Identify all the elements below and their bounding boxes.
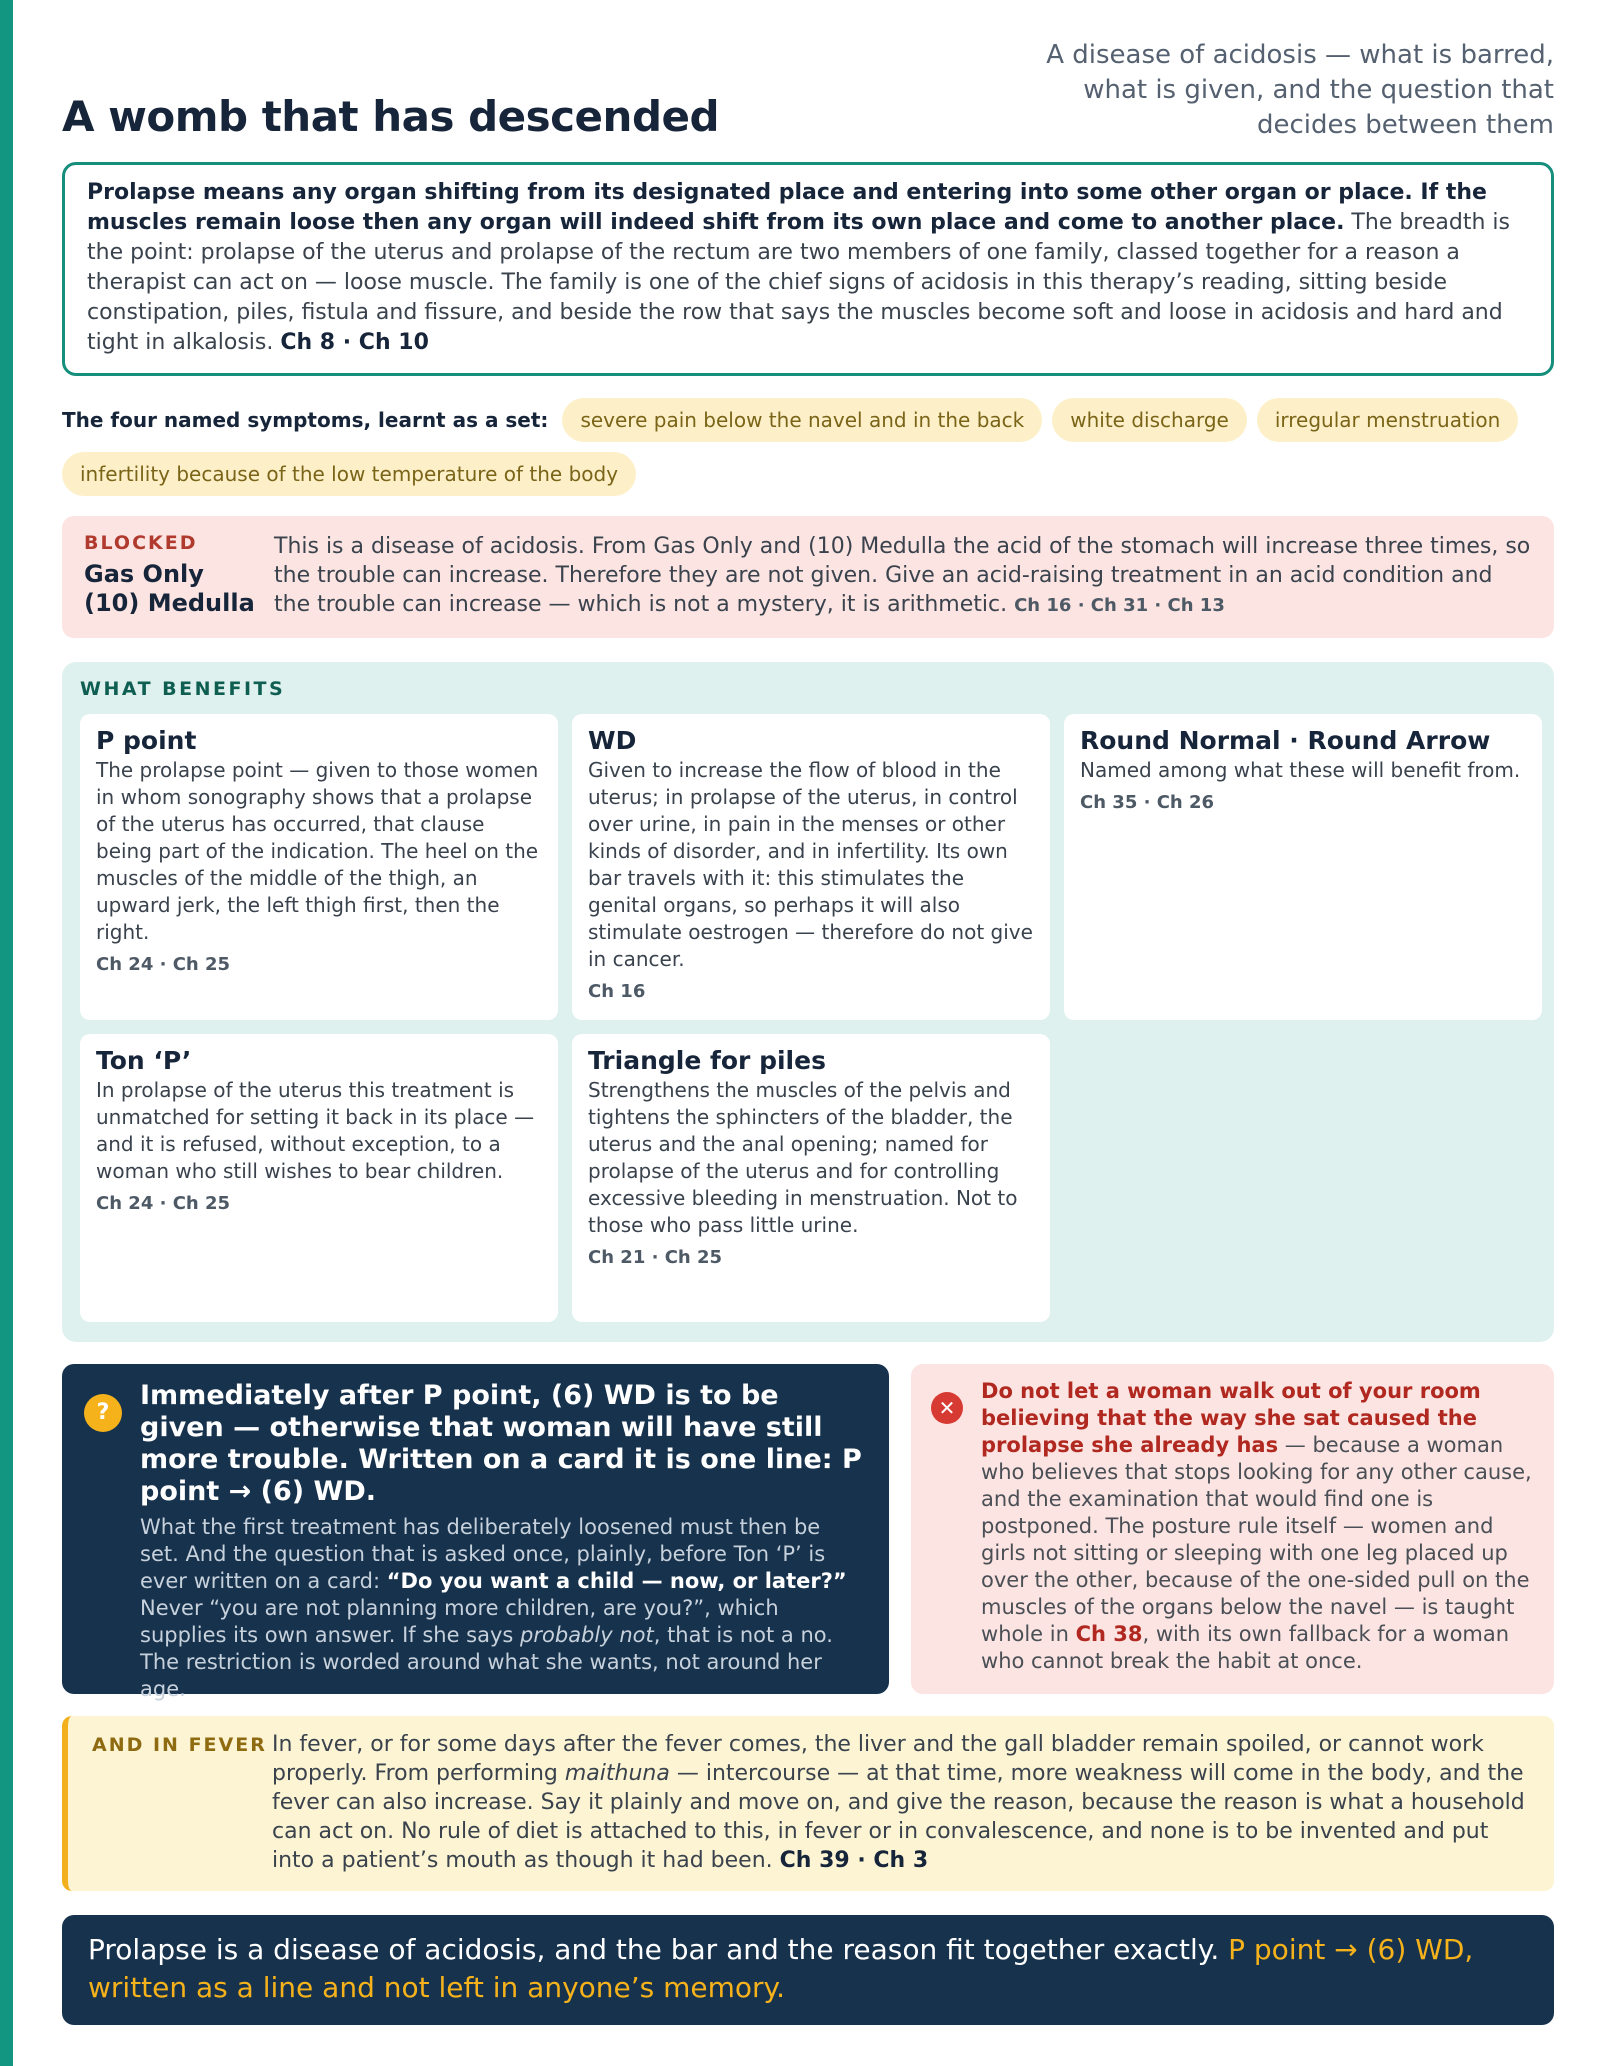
card-text: The prolapse point — given to those women in whom sonography shows that a prolapse of the uterus has occurred, that clause being part of the indication. The heel on the muscles of the middle of the thigh, an upward jerk, the left thigh first, then the right. bbox=[96, 758, 539, 944]
page-header bbox=[62, 0, 1554, 162]
card-chapter-refs: Ch 24 · Ch 25 bbox=[96, 954, 231, 975]
card-chapter-refs: Ch 21 · Ch 25 bbox=[588, 1247, 723, 1268]
card-chapter-refs: Ch 16 bbox=[588, 981, 646, 1002]
card-chapter-refs: Ch 24 · Ch 25 bbox=[96, 1193, 231, 1214]
card-title: WD bbox=[588, 726, 637, 755]
page bbox=[62, 0, 1554, 2025]
blocked-panel bbox=[62, 516, 1554, 638]
fever-tag: AND IN FEVER bbox=[92, 1734, 267, 1756]
card-chapter-refs: Ch 35 · Ch 26 bbox=[1080, 792, 1215, 813]
blocked-text bbox=[274, 532, 1532, 620]
fever-text-a: In fever, or for some days after the fever comes, the liver and the gall bladder remain spoiled, or cannot work properly. From performing bbox=[272, 1732, 1484, 1786]
question-text-c: , that is not a no. The restriction is worded around what she wants, not around her age. bbox=[140, 1623, 833, 1701]
card-text: Given to increase the flow of blood in the uterus; in prolapse of the uterus, in control over urine, in pain in the menses or other kinds of disorder, and in infertility. Its own bar travels with it: this stimulates the genital organs, so perhaps it will also stimulate oestrogen — therefore do not give in cancer. bbox=[588, 758, 1033, 971]
blocked-chapter-refs: Ch 16 · Ch 31 · Ch 13 bbox=[1014, 595, 1225, 616]
warning-body: — because a woman who believes that stops looking for any other cause, and the examination that would find one is postponed. The posture rule itself — women and girls not sitting or sleeping with one leg placed up over the other, because of the one-sided pull on the muscles of the organs below the navel — is taught whole in bbox=[981, 1433, 1532, 1646]
warning-bold: Do not let a woman walk out of your room believing that the way she sat caused the prolapse she already has bbox=[981, 1379, 1481, 1457]
symptoms-lead: The four named symptoms, learnt as a set: bbox=[62, 408, 549, 432]
left-accent-bar bbox=[0, 0, 13, 2066]
question-text bbox=[140, 1514, 865, 1703]
fever-text-b: — intercourse — at that time, more weakness will come in the body, and the fever can also increase. Say it plainly and move on, and give the reason, because the reason is what a household can act on. No rule of diet is attached to this, in fever or in convalescence, and none is to be invented and put into a patient’s mouth as though it had been. bbox=[272, 1761, 1525, 1873]
blocked-treatment-1: Gas Only bbox=[84, 560, 204, 588]
benefit-card-p-point bbox=[80, 714, 558, 1020]
fever-chapter-refs: Ch 39 · Ch 3 bbox=[779, 1848, 929, 1873]
summary-text: Prolapse is a disease of acidosis, and the bar and the reason fit together exactly. bbox=[88, 1933, 1229, 1966]
question-icon: ? bbox=[84, 1394, 122, 1432]
blocked-body: This is a disease of acidosis. From Gas Only and (10) Medulla the acid of the stomach will increase three times, so the trouble can increase. Therefore they are not given. Give an acid-raising treatment in an acid condition and the trouble can increase — which is not a mystery, it is arithmetic. bbox=[274, 534, 1531, 617]
benefits-panel bbox=[62, 662, 1554, 1342]
blocked-tag: BLOCKED bbox=[84, 532, 198, 554]
page-title: A womb that has descended bbox=[62, 92, 720, 141]
benefit-cards bbox=[80, 714, 1536, 1322]
summary-banner bbox=[62, 1915, 1554, 2025]
symptoms-list bbox=[62, 398, 1554, 496]
symptom-chip: severe pain below the navel and in the back bbox=[562, 398, 1042, 442]
benefit-card-ton-p bbox=[80, 1034, 558, 1322]
fever-text bbox=[272, 1730, 1532, 1875]
question-body bbox=[140, 1380, 865, 1701]
summary-highlight: P point → (6) WD, written as a line and not left in anyone’s memory. bbox=[88, 1933, 1474, 2004]
card-title: P point bbox=[96, 726, 197, 755]
question-text-b: Never “you are not planning more children, are you?”, which supplies its own answer. If she says bbox=[140, 1596, 779, 1647]
symptom-chip: irregular menstruation bbox=[1257, 398, 1518, 442]
intro-bold-text: Prolapse means any organ shifting from its designated place and entering into some other organ or place. If the muscles remain loose then any organ will indeed shift from its own place and come to another place. bbox=[87, 180, 1487, 235]
intro-text: The breadth is the point: prolapse of the uterus and prolapse of the rectum are two members of one family, classed together for a reason a therapist can act on — loose muscle. The family is one of the chief signs of acidosis in this therapy’s reading, sitting beside constipation, piles, fistula and fissure, and beside the row that says the muscles become soft and loose in acidosis and hard and tight in alkalosis. bbox=[87, 210, 1510, 355]
page-subtitle: A disease of acidosis — what is barred, what is given, and the question that decides between them bbox=[1046, 40, 1554, 140]
benefit-card-triangle bbox=[572, 1034, 1050, 1322]
card-text: In prolapse of the uterus this treatment is unmatched for setting it back in its place — and it is refused, without exception, to a woman who still wishes to bear children. bbox=[96, 1078, 535, 1183]
question-callout bbox=[62, 1364, 889, 1701]
benefit-card-wd bbox=[572, 714, 1050, 1020]
intro-box bbox=[62, 162, 1554, 376]
card-title: Ton ‘P’ bbox=[96, 1046, 192, 1075]
benefits-heading: WHAT BENEFITS bbox=[80, 678, 286, 700]
warning-body-end: , with its own fallback for a woman who cannot break the habit at once. bbox=[981, 1622, 1510, 1673]
benefit-card-round bbox=[1064, 714, 1542, 1020]
card-text: Named among what these will benefit from. bbox=[1080, 758, 1521, 782]
card-title: Round Normal · Round Arrow bbox=[1080, 726, 1491, 755]
question-heading: Immediately after P point, (6) WD is to be given — otherwise that woman will have still more trouble. Written on a card it is one line: P point → (6) WD. bbox=[140, 1380, 862, 1507]
intro-chapter-refs: Ch 8 · Ch 10 bbox=[280, 330, 429, 355]
blocked-treatment-2: (10) Medulla bbox=[84, 589, 255, 617]
warning-callout bbox=[911, 1364, 1554, 1694]
question-quote: “Do you want a child — now, or later?” bbox=[386, 1569, 847, 1593]
blocked-label bbox=[84, 532, 274, 620]
callout-row bbox=[62, 1364, 1554, 1701]
question-text-a: What the first treatment has deliberately loosened must then be set. And the question that is asked once, plainly, before Ton ‘P’ is ever written on a card: bbox=[140, 1515, 826, 1593]
symptom-chip: white discharge bbox=[1052, 398, 1247, 442]
symptom-chip: infertility because of the low temperature of the body bbox=[62, 452, 636, 496]
card-text: Strengthens the muscles of the pelvis and tightens the sphincters of the bladder, the uterus and the anal opening; named for prolapse of the uterus and for controlling excessive bleeding in menstruation. Not to those who pass little urine. bbox=[588, 1078, 1018, 1237]
card-title: Triangle for piles bbox=[588, 1046, 826, 1075]
fever-panel bbox=[62, 1716, 1554, 1891]
warning-chapter-ref: Ch 38 bbox=[1075, 1622, 1143, 1646]
warning-text bbox=[981, 1378, 1534, 1680]
close-x-icon: ✕ bbox=[931, 1392, 963, 1424]
question-italic: probably not bbox=[520, 1623, 654, 1647]
fever-italic: maithuna bbox=[564, 1761, 670, 1786]
